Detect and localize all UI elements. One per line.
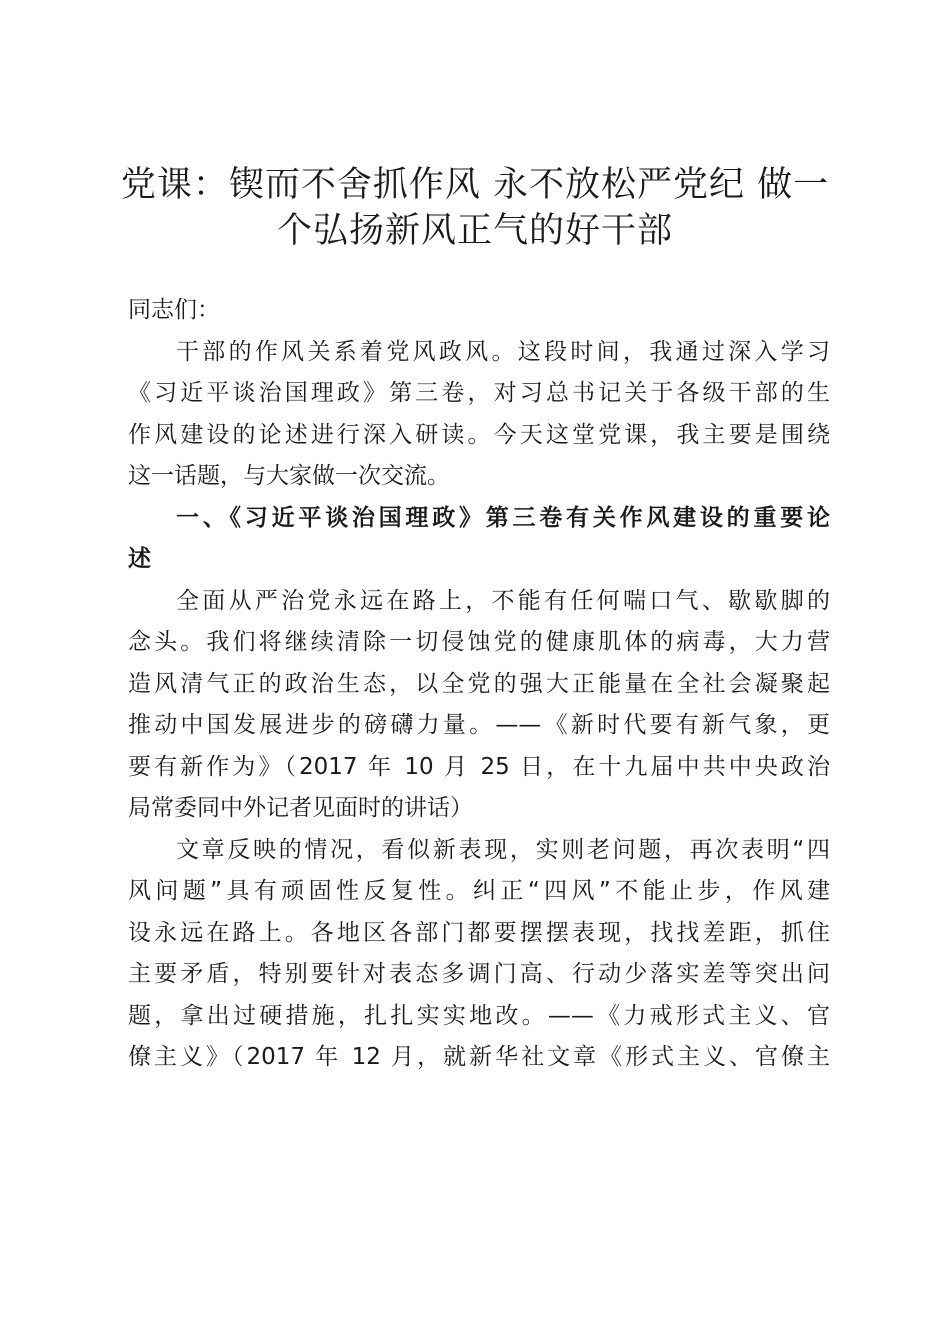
paragraph-line: 全面从严治党永远在路上，不能有任何喘口气、歇歇脚的 [176,587,830,614]
paragraph-line: 干部的作风关系着党风政风。这段时间，我通过深入学习 [176,338,830,365]
paragraph-line: 要有新作为》（2017 年 10 月 25 日，在十九届中共中央政治 [128,753,830,780]
heading-line: 一、《习近平谈治国理政》第三卷有关作风建设的重要论 [176,504,830,531]
paragraph-quote-2 [128,830,830,1079]
title-line-1: 党课：锲而不舍抓作风 永不放松严党纪 做一 [120,165,830,205]
paragraph-intro [128,332,830,498]
paragraph-line: 作风建设的论述进行深入研读。今天这堂党课，我主要是围绕 [128,421,830,448]
paragraph-line: 念头。我们将继续清除一切侵蚀党的健康肌体的病毒，大力营 [128,629,830,655]
paragraph-line: 僚主义》（2017 年 12 月，就新华社文章《形式主义、官僚主 [128,1044,830,1070]
paragraph-line: 局常委同中外记者见面时的讲话） [128,795,473,821]
paragraph-line: 推动中国发展进步的磅礴力量。——《新时代要有新气象，更 [128,712,830,738]
document-title [110,162,840,254]
section-heading-1 [128,498,830,581]
title-line-2: 个弘扬新风正气的好干部 [276,211,673,251]
paragraph-line: 文章反映的情况，看似新表现，实则老问题，再次表明“四 [176,836,830,863]
paragraph-line: 风问题”具有顽固性反复性。纠正“四风”不能止步，作风建 [128,878,830,904]
paragraph-line: 造风清气正的政治生态，以全党的强大正能量在全社会凝聚起 [128,670,830,697]
heading-line: 述 [128,546,151,572]
paragraph-line: 主要矛盾，特别要针对表态多调门高、行动少落实差等突出问 [128,961,830,987]
paragraph-quote-1 [128,581,830,830]
paragraph-line: 题，拿出过硬措施，扎扎实实地改。——《力戒形式主义、官 [128,1002,830,1029]
paragraph-line: 《习近平谈治国理政》第三卷，对习总书记关于各级干部的生 [128,380,830,406]
salutation: 同志们： [128,297,220,323]
paragraph-line: 这一话题，与大家做一次交流。 [128,463,450,489]
paragraph-line: 设永远在路上。各地区各部门都要摆摆表现，找找差距，抓住 [128,919,830,946]
document-body [128,290,830,1079]
